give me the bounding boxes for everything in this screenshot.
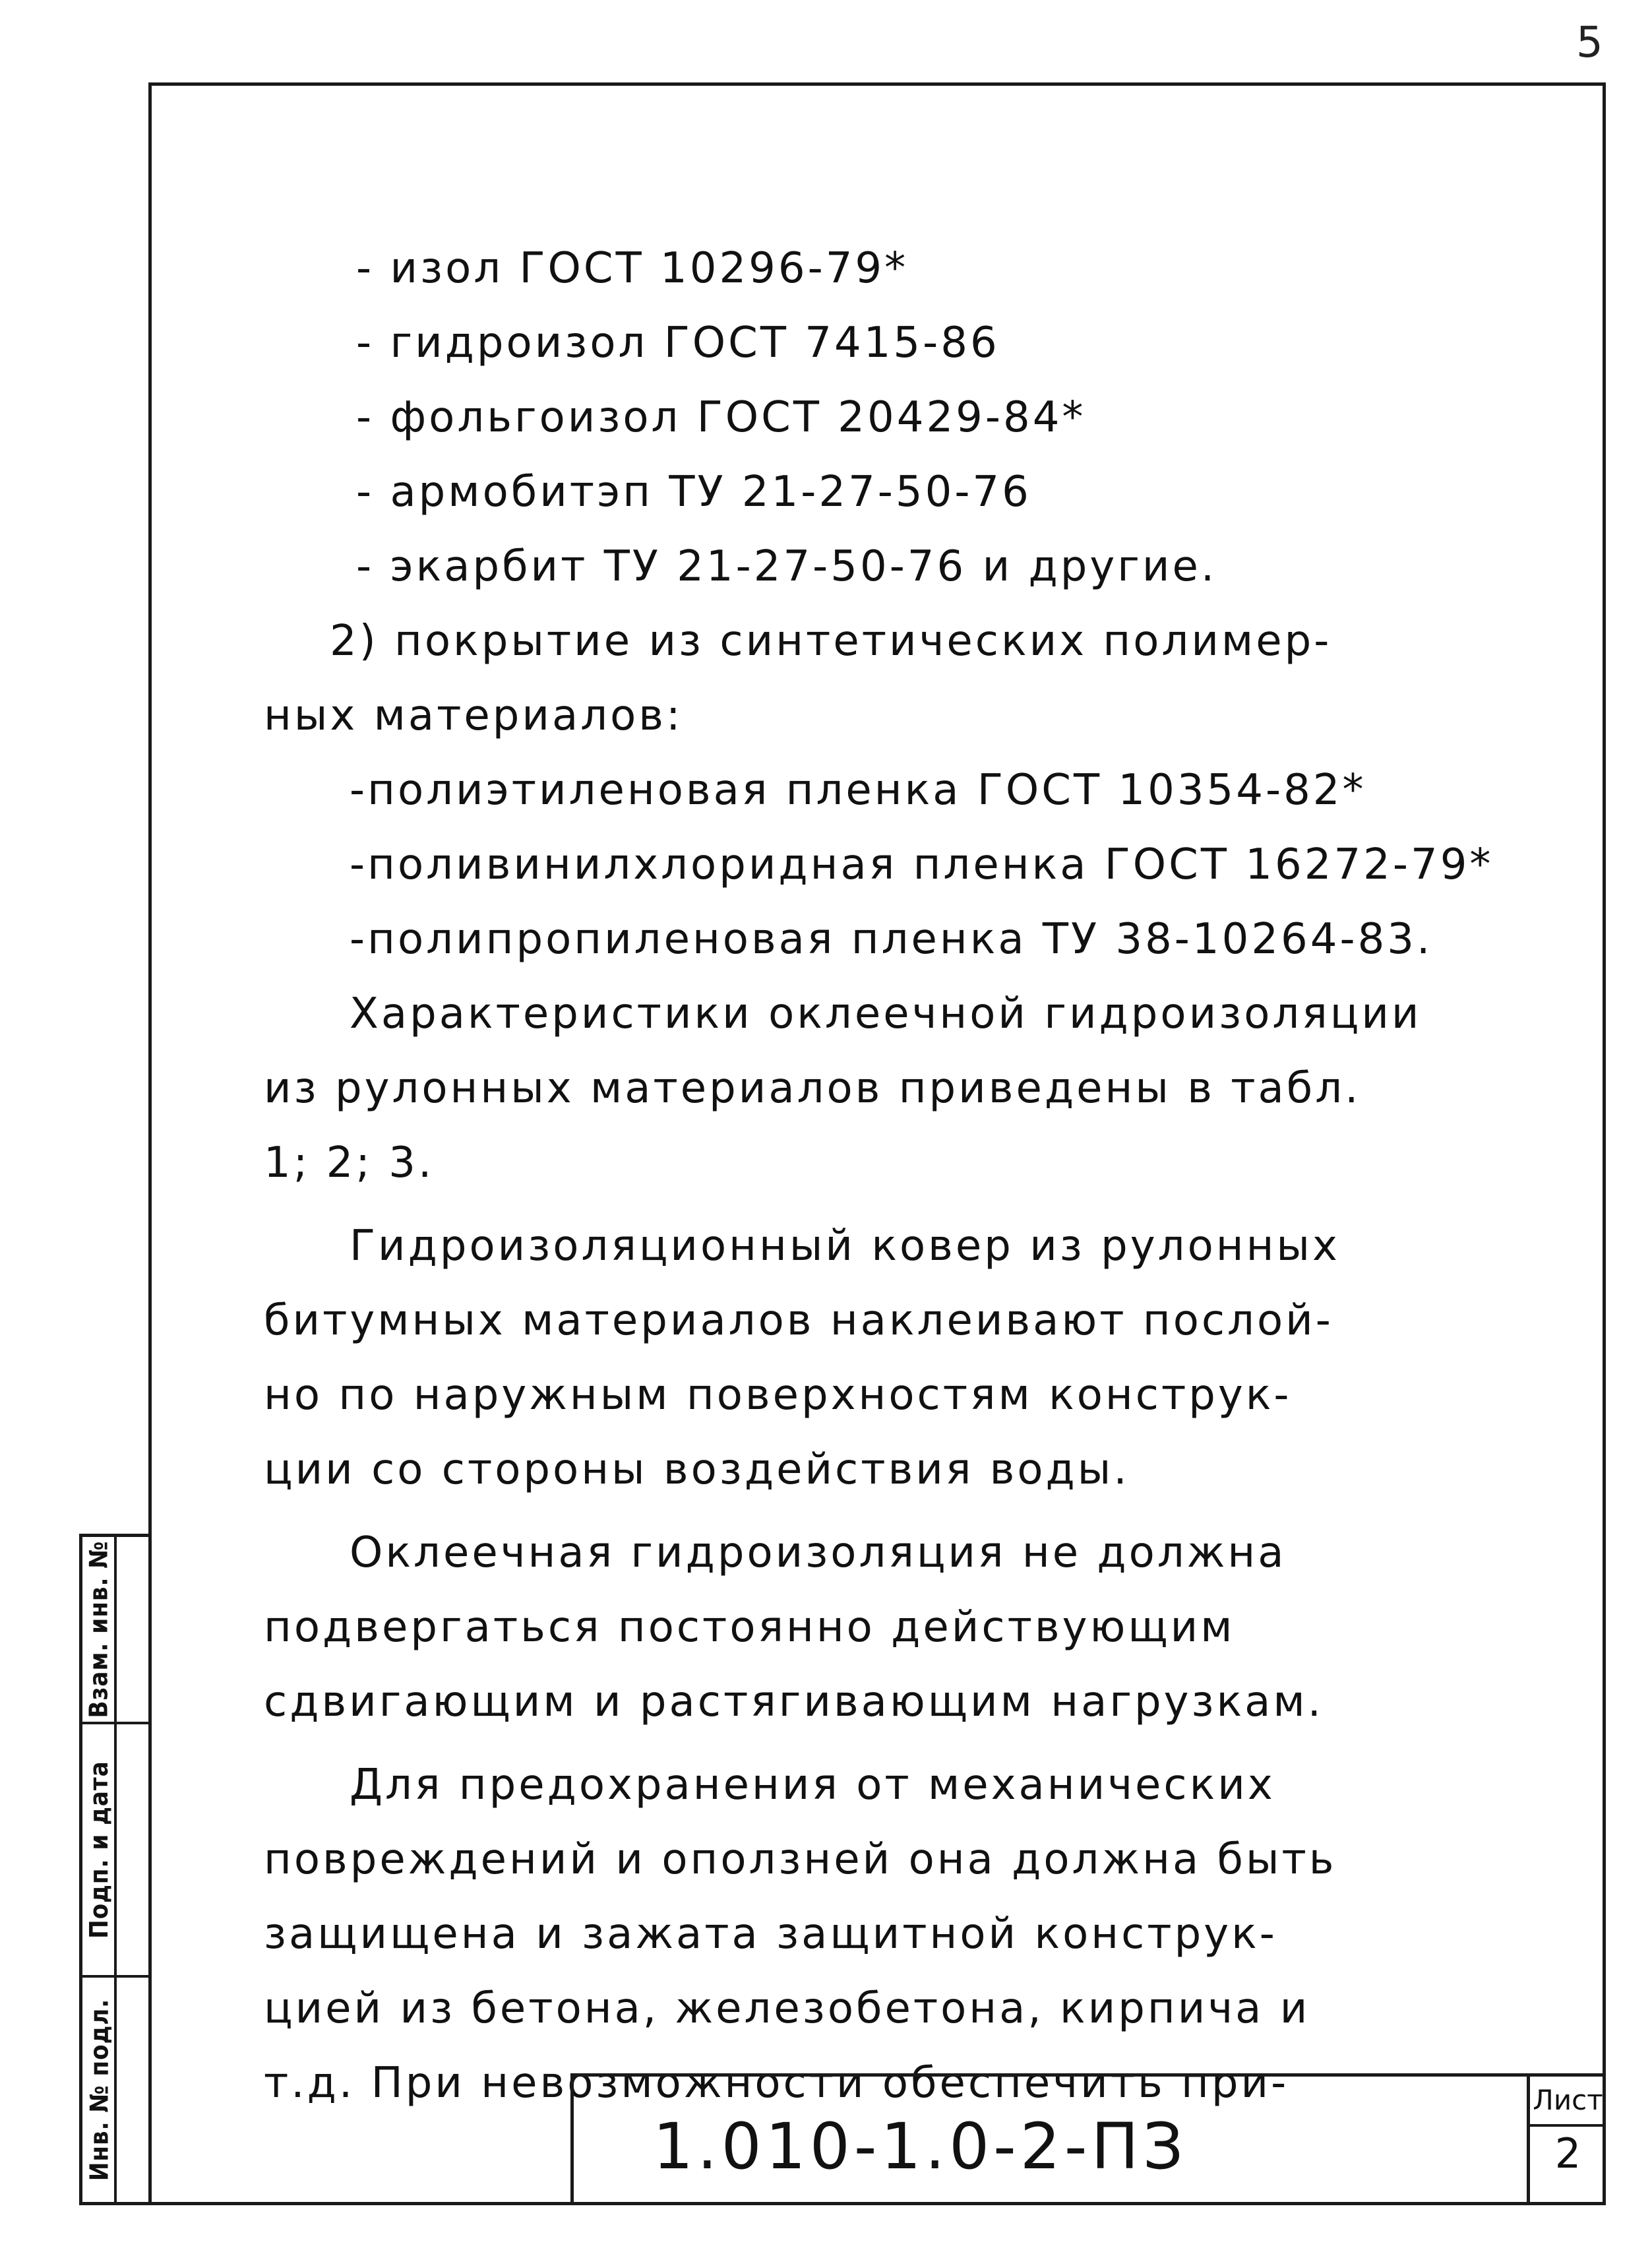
text-line: 1; 2; 3. bbox=[264, 1139, 435, 1187]
document-code: 1.010-1.0-2-ПЗ bbox=[653, 2110, 1188, 2183]
sheet-box bbox=[1527, 2077, 1606, 2205]
text-line: Характеристики оклеечной гидроизоляции bbox=[350, 989, 1422, 1038]
text-line: Оклеечная гидроизоляция не должна bbox=[350, 1528, 1287, 1577]
text-line: ции со стороны воздействия воды. bbox=[264, 1445, 1130, 1494]
text-line: из рулонных материалов приведены в табл. bbox=[264, 1064, 1361, 1113]
text-line: повреждений и оползней она должна быть bbox=[264, 1835, 1337, 1884]
text-line: цией из бетона, железобетона, кирпича и bbox=[264, 1984, 1310, 2033]
podp-i-data-label: Подп. и дата bbox=[84, 1761, 113, 1939]
page-number: 5 bbox=[1576, 18, 1603, 67]
text-line: но по наружным поверхностям конструк- bbox=[264, 1371, 1292, 1420]
inv-no-podl-label: Инв. № подл. bbox=[84, 1998, 114, 2181]
text-line: -поливинилхлоридная пленка ГОСТ 16272-79* bbox=[350, 840, 1494, 889]
sheet-number: 2 bbox=[1554, 2129, 1581, 2178]
side-stamp bbox=[79, 1534, 148, 2205]
text-line: т.д. При невозможности обеспечить при- bbox=[264, 2059, 1289, 2108]
text-line: защищена и зажата защитной конструк- bbox=[264, 1910, 1277, 1959]
text-line: ных материалов: bbox=[264, 691, 683, 740]
text-line: -полиэтиленовая пленка ГОСТ 10354-82* bbox=[350, 766, 1366, 815]
text-line: - фольгоизол ГОСТ 20429-84* bbox=[356, 393, 1086, 442]
vzam-inv-label: Взам. инв. № bbox=[84, 1540, 114, 1718]
text-line: - армобитэп ТУ 21-27-50-76 bbox=[356, 468, 1031, 517]
text-line: битумных материалов наклеивают послой- bbox=[264, 1296, 1333, 1345]
text-line: - экарбит ТУ 21-27-50-76 и другие. bbox=[356, 542, 1217, 591]
text-line: Для предохранения от механических bbox=[350, 1761, 1275, 1809]
sheet-label: Лист bbox=[1530, 2077, 1606, 2127]
text-line: подвергаться постоянно действующим bbox=[264, 1603, 1235, 1652]
text-line: сдвигающим и растягивающим нагрузкам. bbox=[264, 1678, 1324, 1726]
text-line: - гидроизол ГОСТ 7415-86 bbox=[356, 319, 1000, 367]
text-line: 2) покрытие из синтетических полимер- bbox=[330, 617, 1332, 666]
text-line: -полипропиленовая пленка ТУ 38-10264-83. bbox=[350, 915, 1433, 964]
text-line: - изол ГОСТ 10296-79* bbox=[356, 244, 909, 293]
text-line: Гидроизоляционный ковер из рулонных bbox=[350, 1222, 1340, 1270]
title-block bbox=[570, 2073, 1606, 2205]
